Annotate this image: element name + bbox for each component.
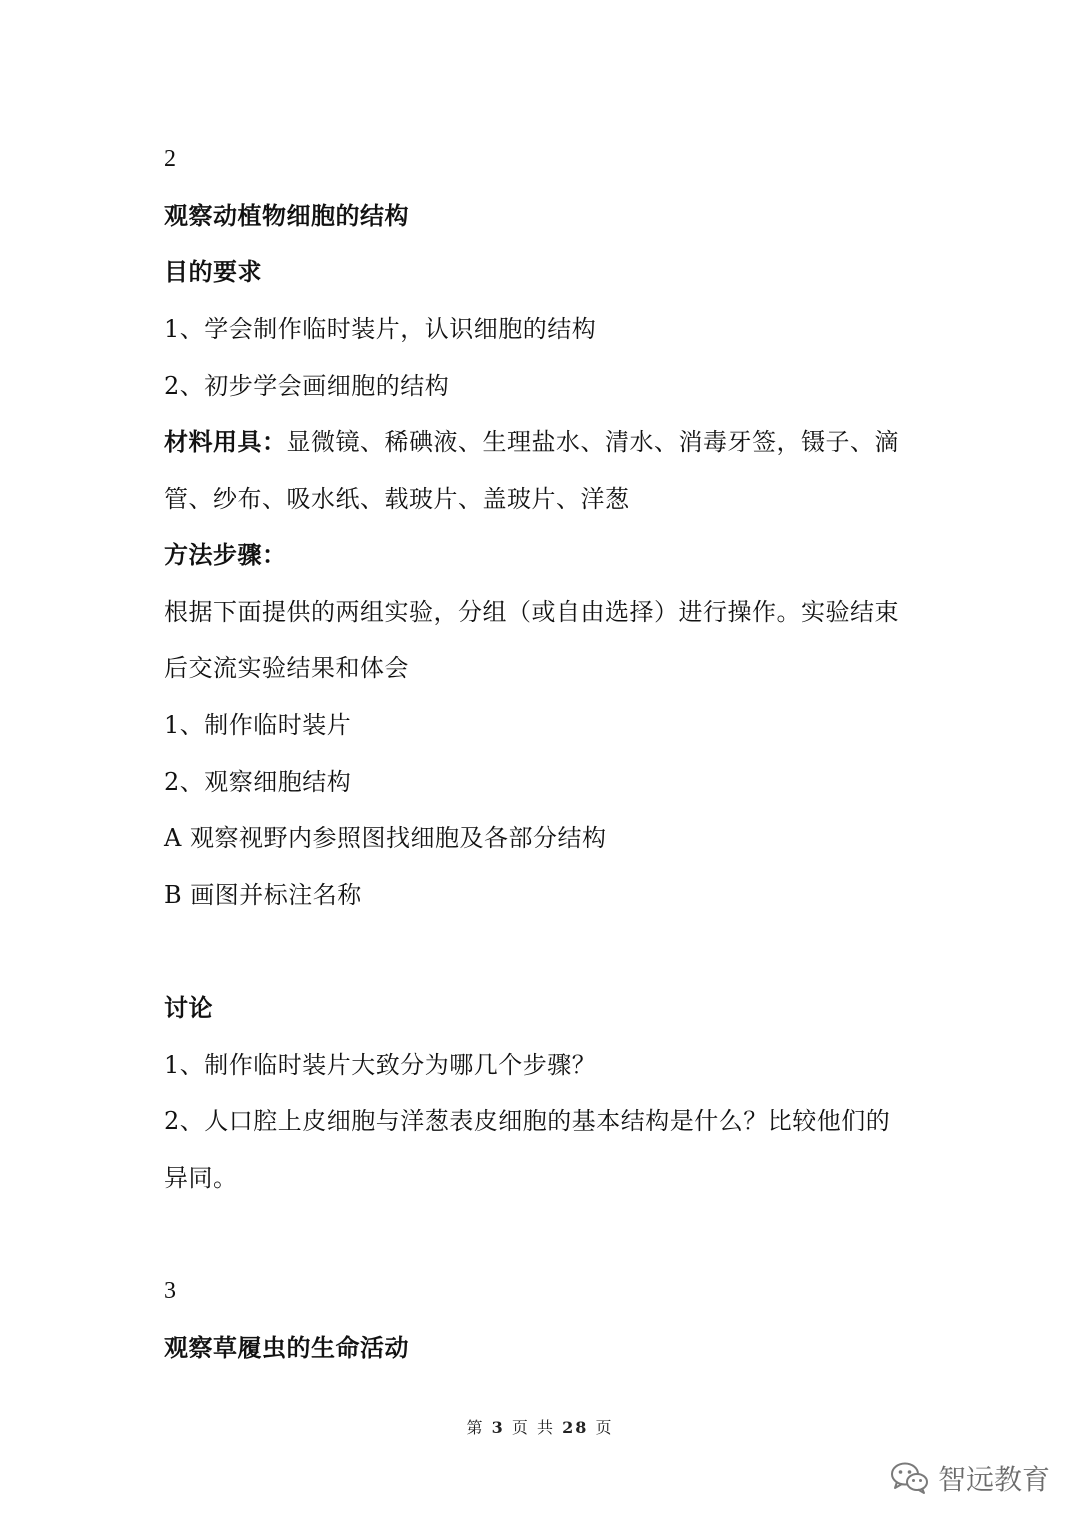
purpose-heading: 目的要求 (164, 257, 262, 286)
footer-prefix: 第 (466, 1418, 485, 1437)
method-heading: 方法步骤： (164, 540, 287, 569)
section-title: 观察动植物细胞的结构 (164, 201, 409, 230)
current-page-number: 3 (491, 1418, 505, 1437)
discussion-question-cont: 异同。 (164, 1164, 238, 1192)
method-step: 2、观察细胞结构 (164, 768, 352, 796)
wechat-icon (890, 1461, 930, 1495)
discussion-question: 1、制作临时装片大致分为哪几个步骤？ (164, 1051, 597, 1079)
materials-label: 材料用具： (164, 427, 287, 456)
total-pages-number: 28 (562, 1418, 589, 1437)
method-intro-line: 后交流实验结果和体会 (164, 654, 409, 682)
watermark (890, 1458, 1050, 1498)
discussion-question: 2、人口腔上皮细胞与洋葱表皮细胞的基本结构是什么？比较他们的 (164, 1107, 891, 1135)
purpose-item: 2、初步学会画细胞的结构 (164, 372, 450, 400)
method-step: A 观察视野内参照图找细胞及各部分结构 (164, 824, 607, 852)
footer-middle: 页 共 (511, 1418, 555, 1437)
method-intro-line: 根据下面提供的两组实验，分组（或自由选择）进行操作。实验结束 (164, 598, 899, 626)
method-step: B 画图并标注名称 (164, 881, 362, 909)
materials-line (164, 426, 899, 458)
watermark-text: 智远教育 (938, 1463, 1051, 1496)
section-number: 2 (164, 146, 177, 172)
page-footer (0, 1416, 1080, 1440)
materials-text: 显微镜、稀碘液、生理盐水、清水、消毒牙签，镊子、滴 (286, 428, 899, 456)
footer-suffix: 页 (595, 1418, 614, 1437)
discussion-heading: 讨论 (164, 993, 213, 1022)
purpose-item: 1、学会制作临时装片，认识细胞的结构 (164, 315, 597, 343)
method-step: 1、制作临时装片 (164, 711, 352, 739)
materials-line-2: 管、纱布、吸水纸、载玻片、盖玻片、洋葱 (164, 485, 630, 513)
section-number: 3 (164, 1278, 177, 1304)
section-title: 观察草履虫的生命活动 (164, 1333, 409, 1362)
